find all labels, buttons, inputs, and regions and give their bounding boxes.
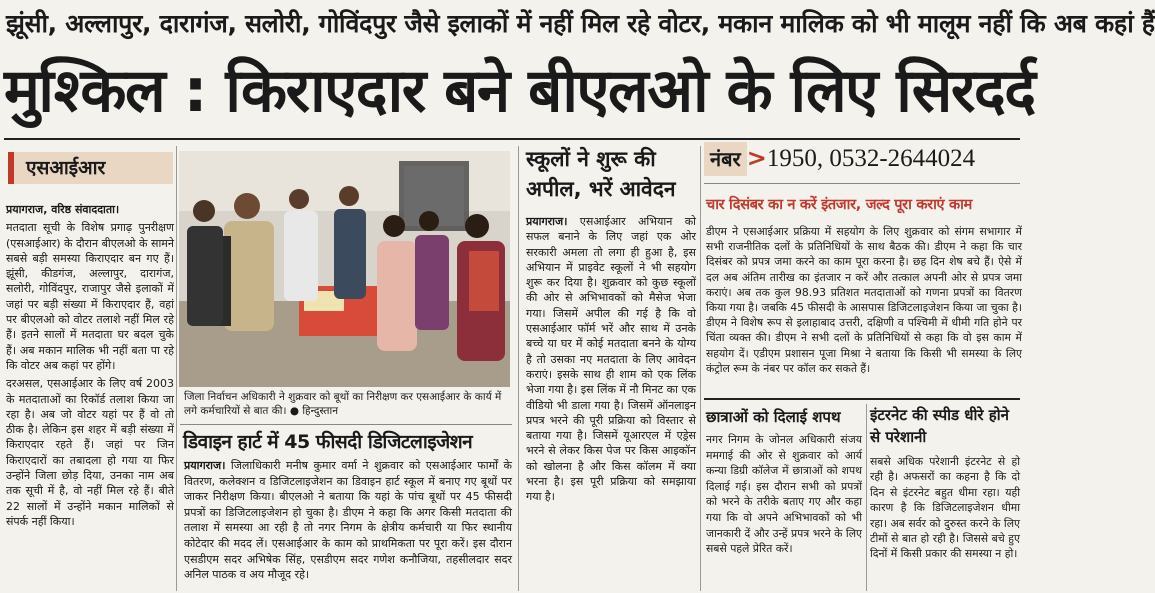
story6-heading: इंटरनेट की स्पीड धीरे होने से परेशानी xyxy=(870,406,1009,446)
story2-heading: डिवाइन हार्ट में 45 फीसदी डिजिटलाइजेशन xyxy=(183,431,473,453)
story3-heading: स्कूलों ने शुरू की अपील, भरें आवेदन xyxy=(526,147,676,201)
helpline-arrow: > xyxy=(746,144,767,172)
lead-story-column xyxy=(6,202,174,590)
story4-body: डीएम ने एसआईआर प्रक्रिया में सहयोग के लिए शुक्रवार को संगम सभागार में सभी राजनीतिक दलों के प्रतिनिधियों के साथ बैठक की। डीएम ने कहा कि चार दिसंबर को प्रपत्र जमा करने का काम पूरा करना है। छह दिन शेष बचे हैं। ऐसे में दल अब अंतिम तारीख का इंतजार न करें और तत्काल अपनी ओर से प्रपत्र जमा कराएं। अब तक कुल 98.93 प्रतिशत मतदाताओं को गणना प्रपत्रों का वितरण किया गया है। जबकि 45 फीसदी के आसपास डिजिटलाइजेशन किया जा चुका है। डीएम ने विशेष रूप से इलाहाबाद उत्तरी, दक्षिणी व पश्चिमी में धीमी गति होने पर चिंता व्यक्त की। डीएम ने सभी दलों के प्रतिनिधियों से कहा कि वो इस काम में सहयोग दें। एडीएम प्रशासन पूजा मिश्रा ने बताया कि किसी भी समस्या के लिए कंट्रोल रूम के नंबर पर कॉल कर सकते हैं। xyxy=(706,225,1022,375)
inspection-photo-illustration xyxy=(179,151,510,387)
column-divider xyxy=(176,146,177,591)
story5-heading: छात्राओं को दिलाई शपथ xyxy=(706,408,841,426)
story4-heading: चार दिसंबर का न करें इंतजार, जल्द पूरा कराएं काम xyxy=(706,197,972,213)
caption-divider xyxy=(180,424,512,425)
column-divider-4 xyxy=(866,404,867,591)
column-divider-2 xyxy=(518,146,519,591)
headline-divider xyxy=(4,138,1020,140)
photo-caption: जिला निर्वाचन अधिकारी ने शुक्रवार को बूथों का निरीक्षण कर एसआईआर के कार्य में लगे कर्मचारियों से बात की। ● हिन्दुस्तान xyxy=(184,391,502,417)
story4-divider xyxy=(704,398,1020,400)
helpline-banner xyxy=(704,142,1022,178)
column-divider-3 xyxy=(700,146,701,591)
story3-text: एसआईआर अभियान को सफल बनाने के लिए जहां एक ओर सरकारी अमला तो लगा ही हुआ है, इस अभियान में प्राइवेट स्कूलों ने भी सहयोग शुरू कर दिया है। शुक्रवार को कुछ स्कूलों की ओर से अभिभावकों को मैसेज भेजा गया। जिसमें अपील की गई है कि वो एसआईआर फॉर्म भरें और साथ में उनके बच्चे या घर में कोई मतदाता बनने के योग्य है तो उसका नए मतदाता के लिए आवेदन कराएं। इसके साथ ही शाम को एक लिंक भेजा गया है। इस लिंक में नौ मिनट का एक वीडियो भी डाला गया है। जिसमें ऑनलाइन प्रपत्र भरने की पूरी प्रक्रिया को विस्तार से बताया गया है। जिसमें यूआरएल में एड्रेस भरने से लेकर किस पेज पर किस आइकॉन को खोलना है और किस कॉलम में क्या भरना है। इस पूरी प्रक्रिया को समझाया गया है। xyxy=(526,215,697,504)
story3-dateline: प्रयागराज। xyxy=(526,215,568,228)
story6-body: सबसे अधिक परेशानी इंटरनेट से हो रही है। अफसरों का कहना है कि दो दिन से इंटरनेट बहुत धीमा रहा। यही कारण है कि डिजिटलाइजेशन धीमा रहा। अब सर्वर को दुरुस्त करने के लिए टीमों से बात हो रही है। जिससे बचे हुए दिनों में किसी प्रकार की समस्या न हो। xyxy=(870,455,1020,561)
story5-body: नगर निगम के जोनल अधिकारी संजय ममगाई की ओर से शुक्रवार को आर्य कन्या डिग्री कॉलेज में छात्राओं को शपथ दिलाई गई। इस दौरान सभी को प्रपत्रों को भरने के तरीके बताए गए और कहा गया कि वो अपने अभिभावकों को भी जानकारी दें और उन्हें प्रपत्र भरने के लिए सबसे पहले प्रेरित करें। xyxy=(706,433,862,556)
news-photo xyxy=(179,151,510,387)
kicker-headline: झूंसी, अल्लापुर, दारागंज, सलोरी, गोविंदपुर जैसे इलाकों में नहीं मिल रहे वोटर, मकान मालिक को भी मालूम नहीं कि अब कहां हैं xyxy=(6,9,1155,38)
story2-dateline: प्रयागराज। xyxy=(184,459,226,472)
helpline-numbers: 1950, 0532-2644024 xyxy=(766,145,976,172)
lead-dateline: प्रयागराज, वरिष्ठ संवाददाता। xyxy=(6,203,120,216)
section-tag: एसआईआर xyxy=(8,152,173,184)
lead-paragraph-1: मतदाता सूची के विशेष प्रगाढ़ पुनरीक्षण (एसआईआर) के दौरान बीएलओ के सामने सबसे बड़ी समस्या किराएदार बन गए हैं। झूंसी, कीडगंज, अल्लापुर, दारागंज, सलोरी, गोविंदपुर, राजापुर जैसे इलाकों में जहां पर बड़ी संख्या में किराएदार हैं, वहां पर बीएलओ को वोटर तलाशे नहीं मिल रहे हैं। इतने सालों में मतदाता घर बदल चुके हैं। अब मकान मालिक भी नहीं बता पा रहे कि वोटर अब कहां पर होंगे। xyxy=(6,221,174,372)
story3-body xyxy=(526,214,696,590)
lead-paragraph-2: दरअसल, एसआईआर के लिए वर्ष 2003 के मतदाताओं का रिकॉर्ड तलाश किया जा रहा है। अब जो वोटर यहां पर हैं वो तो ठीक है। लेकिन इस शहर में बड़ी संख्या में किराएदार रहते हैं। जहां पर जिन किराएदारों का तबादला हो गया या फिर उन्होंने जिला छोड़ दिया, उनका नाम अब तक सूची में है, वो नहीं मिल रहे हैं। बीते 22 सालों में उन्होंने मकान मालिकों से संपर्क नहीं किया। xyxy=(6,377,174,528)
helpline-label: नंबर xyxy=(704,142,747,176)
helpline-divider xyxy=(704,183,1020,184)
story2-body xyxy=(184,458,512,590)
story2-text: जिलाधिकारी मनीष कुमार वर्मा ने शुक्रवार को एसआईआर फार्मों के वितरण, कलेक्शन व डिजिटलाइजेशन का डिवाइन हार्ट स्कूल में बनाए गए बूथों पर जाकर निरीक्षण किया। बीएलओ ने बताया कि यहां के पांच बूथों पर 45 फीसदी प्रपत्रों का डिजिटलाइजेशन हो चुका है। डीएम ने कहा कि अगर किसी मतदाता की तलाश में समस्या आ रही है तो नगर निगम के क्षेत्रीय कर्मचारी या फिर स्थानीय कोटेदार की मदद लें। एसआईआर के काम को प्राथमिकता पर पूरा करें। इस दौरान एसडीएम सदर अभिषेक सिंह, एसडीएम सदर गणेश कनौजिया, तहसीलदार सदर अनिल पाठक व अय मौजूद रहे। xyxy=(184,459,512,582)
main-headline: मुश्किल : किराएदार बने बीएलओ के लिए सिरदर्द xyxy=(4,56,1035,126)
